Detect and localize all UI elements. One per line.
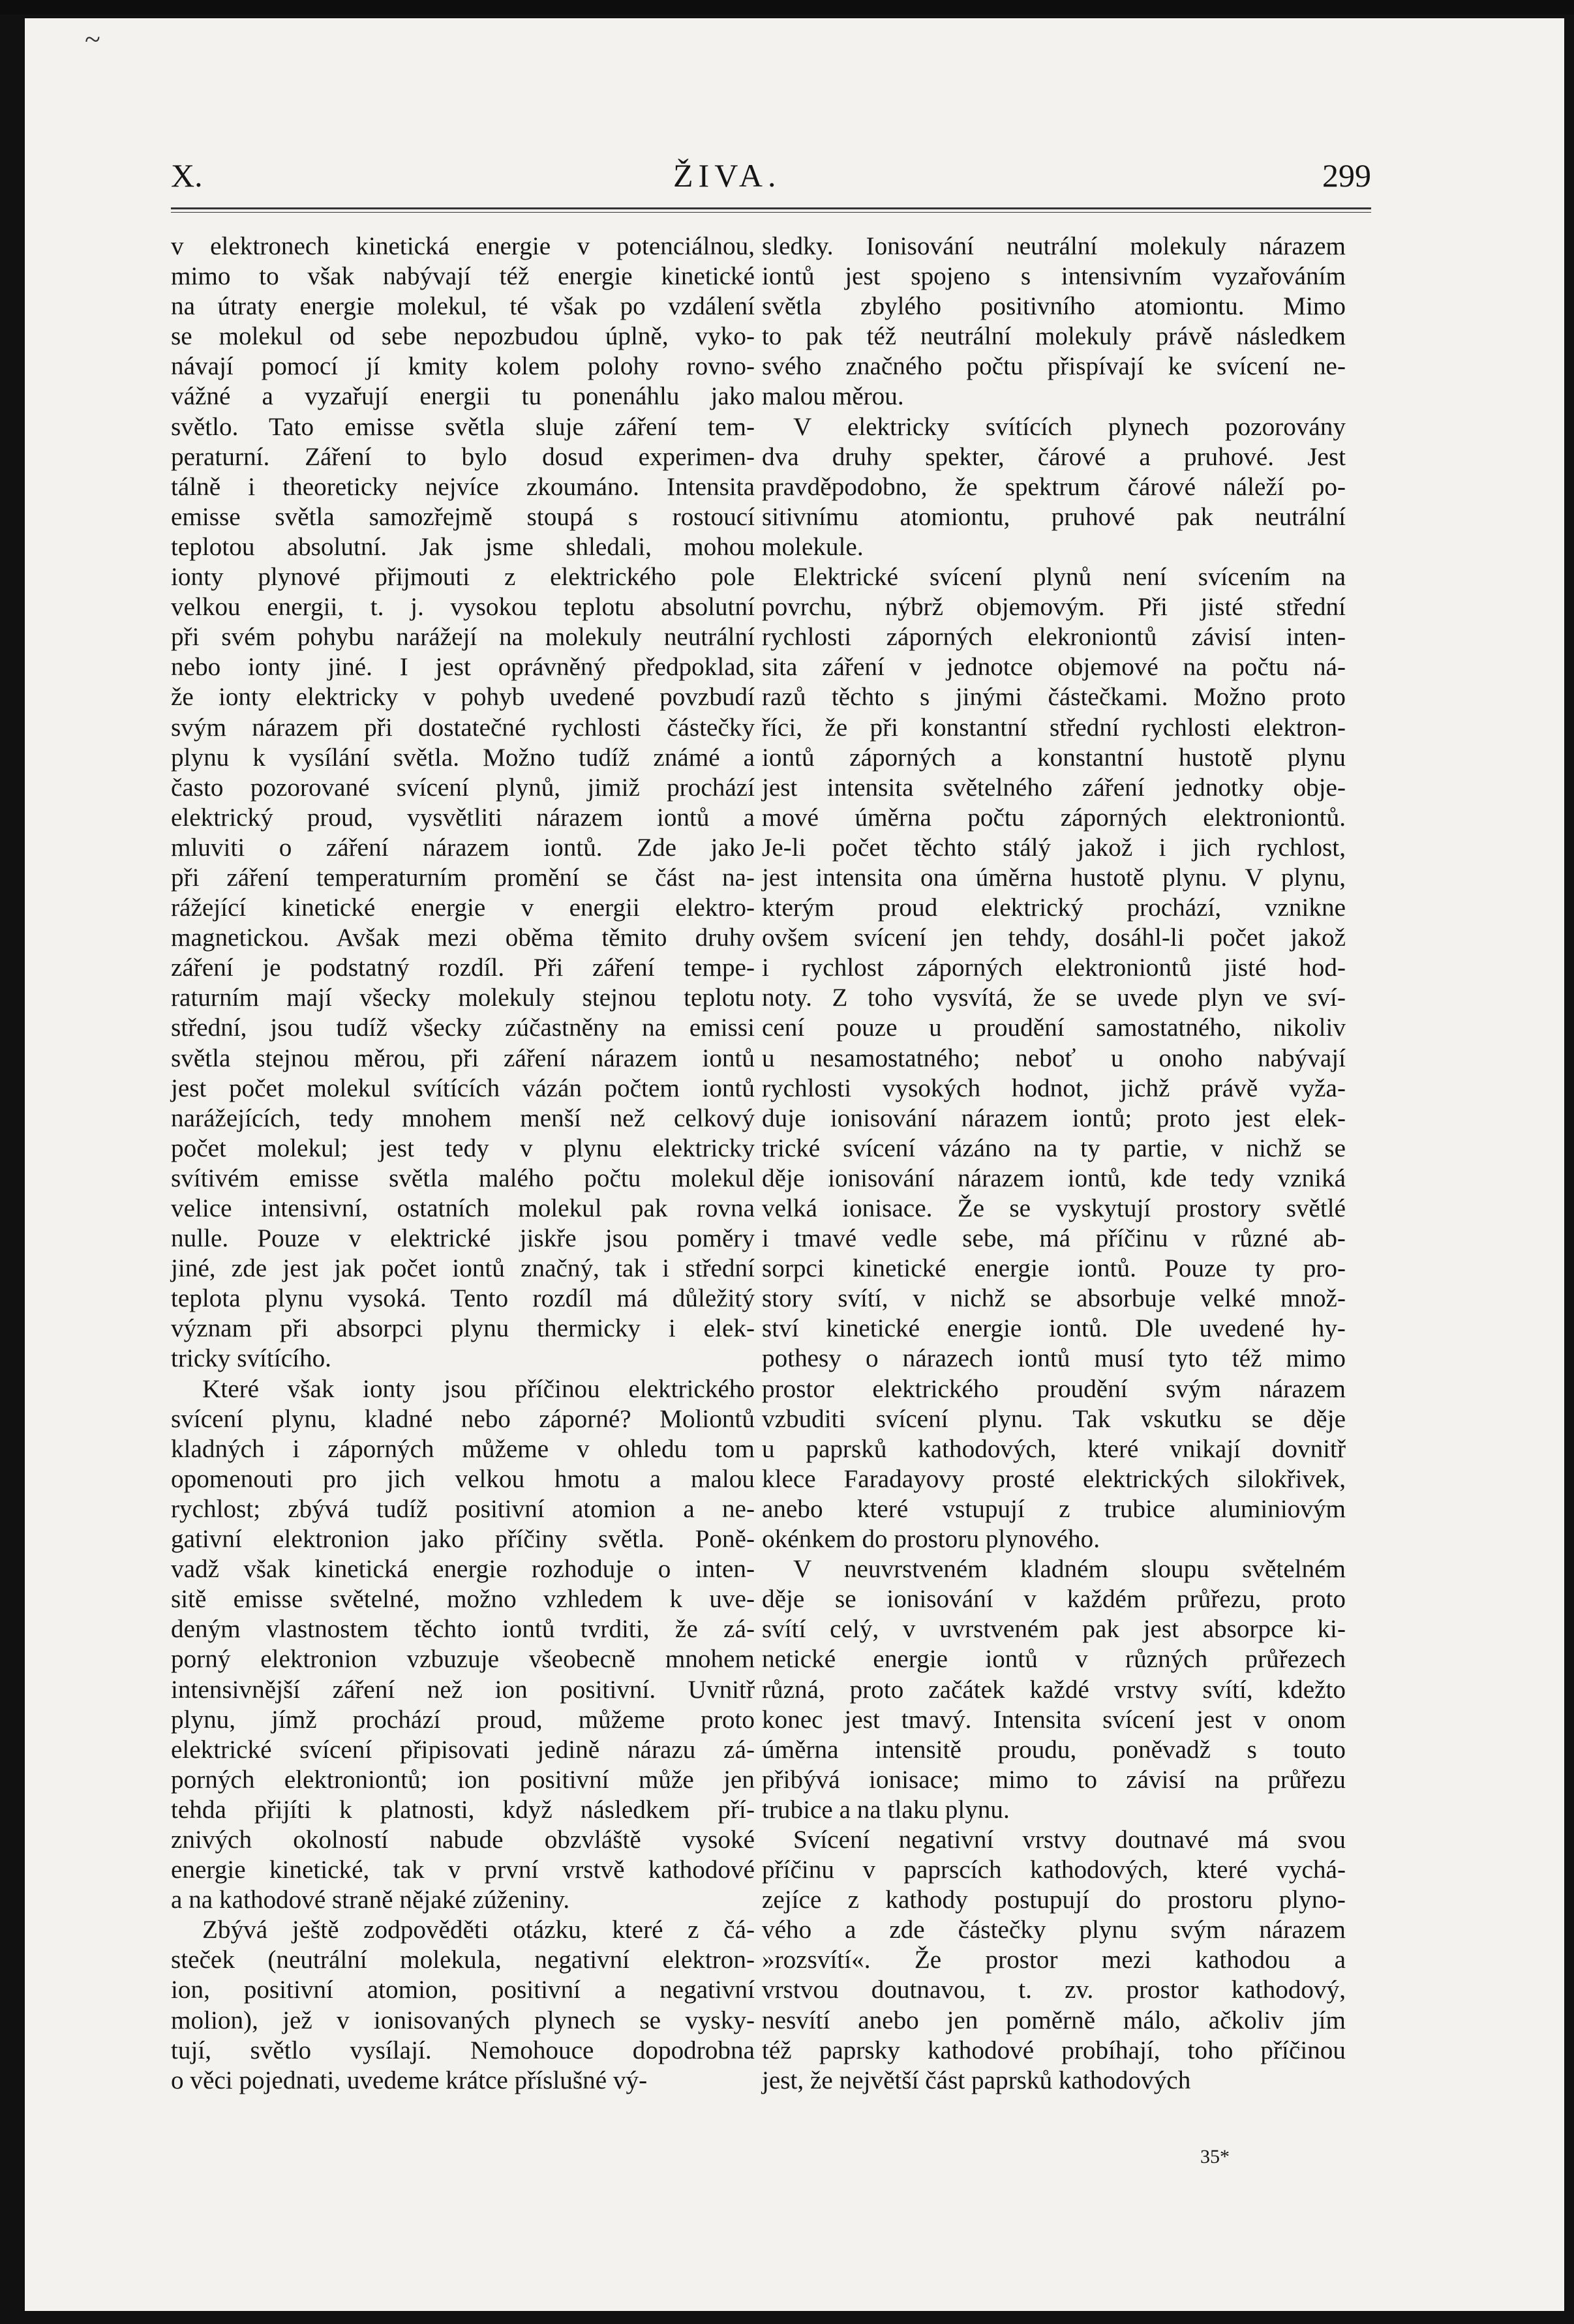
text-line: trické svícení vázáno na ty partie, v nichž se (762, 1134, 1346, 1162)
page-header (171, 157, 1371, 209)
text-line: nulle. Pouze v elektrické jiskře jsou poměry (171, 1224, 755, 1253)
text-line: světlo. Tato emisse světla sluje záření tem- (171, 412, 755, 441)
text-line: iontů záporných a konstantní hustotě plynu (762, 743, 1346, 772)
text-line: nebo ionty jiné. I jest oprávněný předpoklad, (171, 653, 755, 682)
text-line: jest intensita světelného záření jednotky obje- (762, 773, 1346, 802)
text-line: Zbývá ještě zodpověděti otázku, které z čá- (202, 1916, 755, 1944)
text-line: iontů jest spojeno s intensivním vyzařováním (762, 262, 1346, 291)
text-line: pothesy o nárazech iontů musí tyto též mimo (762, 1344, 1346, 1373)
text-line: porných elektroniontů; ion positivní může jen (171, 1765, 755, 1794)
text-line: pravděpodobno, že spektrum čárové náleží po- (762, 472, 1346, 501)
text-line: ovšem svícení jen tehdy, dosáhl-li počet jakož (762, 924, 1346, 952)
text-line: na útraty energie molekul, té však po vzdálení (171, 292, 755, 321)
text-line: děje ionisování nárazem iontů, kde tedy vzniká (762, 1164, 1346, 1192)
text-line: sitě emisse světelné, možno vzhledem k uve- (171, 1585, 755, 1614)
text-line: vzbuditi svícení plynu. Tak vskutku se děje (762, 1404, 1346, 1433)
text-line: razů těchto s jinými částečkami. Možno proto (762, 683, 1346, 712)
text-line: rychlost; zbývá tudíž positivní atomion a ne- (171, 1494, 755, 1523)
text-line: intensivnější záření než ion positivní. Uvnitř (171, 1675, 755, 1704)
text-line: sorpci kinetické energie iontů. Pouze ty pro- (762, 1254, 1346, 1283)
text-line: rychlosti záporných elekroniontů závisí inten- (762, 623, 1346, 652)
text-line: ion, positivní atomion, positivní a negativní (171, 1976, 755, 2004)
text-line: svým nárazem při dostatečné rychlosti částečky (171, 713, 755, 742)
text-line: ionty plynové přijmouti z elektrického pole (171, 563, 755, 592)
text-line: Které však ionty jsou příčinou elektrického (202, 1374, 755, 1403)
text-line: že ionty elektricky v pohyb uvedené povzbudí (171, 683, 755, 712)
text-line: význam při absorpci plynu thermicky i elek- (171, 1314, 755, 1343)
text-line: plynu k vysílání světla. Možno tudíž známé a (171, 743, 755, 772)
text-line: rychlosti vysokých hodnot, jichž právě vyža- (762, 1074, 1346, 1102)
text-line: velice intensivní, ostatních molekul pak rovna (171, 1194, 755, 1222)
text-line: opomenouti pro jich velkou hmotu a malou (171, 1464, 755, 1493)
text-line: raturním mají všecky molekuly stejnou teplotu (171, 984, 755, 1012)
text-line: u nesamostatného; neboť u onoho nabývají (762, 1044, 1346, 1072)
text-line: V elektricky svítících plynech pozorovány (793, 412, 1346, 441)
header-rule-thin (171, 212, 1371, 213)
text-line: noty. Z toho vysvítá, že se uvede plyn ve sví- (762, 984, 1346, 1012)
text-line: i rychlost záporných elektroniontů jisté hod- (762, 954, 1346, 982)
text-line: V neuvrstveném kladném sloupu světelném (793, 1555, 1346, 1584)
text-line: velká ionisace. Že se vyskytují prostory světlé (762, 1194, 1346, 1222)
text-line: prostor elektrického proudění svým nárazem (762, 1374, 1346, 1403)
text-line: nesvítí anebo jen poměrně málo, ačkoliv jím (762, 2006, 1346, 2034)
text-line: úměrna intensitě proudu, poněvadž s touto (762, 1735, 1346, 1764)
text-line: molion), jež v ionisovaných plynech se vysky- (171, 2006, 755, 2034)
text-line: vého a zde částečky plynu svým nárazem (762, 1916, 1346, 1944)
text-line: velkou energii, t. j. vysokou teplotu absolutní (171, 593, 755, 622)
text-line: svého značného počtu přispívají ke svícení ne- (762, 352, 1346, 381)
text-line: gativní elektronion jako příčiny světla. Poně- (171, 1525, 755, 1554)
text-line: sita záření v jednotce objemové na počtu ná- (762, 653, 1346, 682)
text-line: a na kathodové straně nějaké zúženiny. (171, 1886, 570, 1914)
text-line: počet molekul; jest tedy v plynu elektricky (171, 1134, 755, 1162)
text-line: příčinu v paprscích kathodových, které vychá- (762, 1856, 1346, 1884)
text-line: světla zbylého positivního atomiontu. Mimo (762, 292, 1346, 321)
text-line: peraturní. Záření to bylo dosud experimen- (171, 442, 755, 471)
text-line: návají pomocí jí kmity kolem polohy rovno- (171, 352, 755, 381)
signature-mark: 35* (1200, 2146, 1230, 2167)
text-line: teplota plynu vysoká. Tento rozdíl má důležitý (171, 1284, 755, 1313)
text-line: teplotou absolutní. Jak jsme shledali, mohou (171, 532, 755, 561)
text-line: klece Faradayovy prosté elektrických silokřivek, (762, 1464, 1346, 1493)
text-line: Je-li počet těchto stálý jakož i jich rychlost, (762, 833, 1346, 862)
right-column (762, 232, 1346, 2096)
text-line: vadž však kinetická energie rozhoduje o inten- (171, 1555, 755, 1584)
text-line: přibývá ionisace; mimo to závisí na průřezu (762, 1765, 1346, 1794)
text-line: emisse světla samozřejmě stoupá s rostoucí (171, 502, 755, 531)
text-line: »rozsvítí«. Že prostor mezi kathodou a (762, 1946, 1346, 1974)
text-line: Elektrické svícení plynů není svícením na (793, 563, 1346, 592)
text-line: jest, že největší část paprsků kathodových (762, 2066, 1191, 2094)
text-line: při záření temperaturním promění se část na- (171, 863, 755, 892)
text-line: to pak též neutrální molekuly právě následkem (762, 322, 1346, 351)
text-line: svítí celý, v uvrstveném pak jest absorpce ki- (762, 1615, 1346, 1644)
text-line: narážejících, tedy mnohem menší než celkový (171, 1104, 755, 1132)
text-line: o věci pojednati, uvedeme krátce příslušné vý- (171, 2066, 648, 2094)
text-line: při svém pohybu narážejí na molekuly neutrální (171, 623, 755, 652)
left-column (171, 232, 755, 2096)
text-line: cení pouze u proudění samostatného, nikoliv (762, 1014, 1346, 1042)
text-line: záření je podstatný rozdíl. Při záření tempe- (171, 954, 755, 982)
text-line: mimo to však nabývají též energie kinetické (171, 262, 755, 291)
text-line: často pozorované svícení plynů, jimiž prochází (171, 773, 755, 802)
text-line: znivých okolností nabude obzvláště vysoké (171, 1825, 755, 1854)
text-line: se molekul od sebe nepozbudou úplně, vyko- (171, 322, 755, 351)
text-line: svítivém emisse světla malého počtu molekul (171, 1164, 755, 1192)
text-line: malou měrou. (762, 382, 904, 411)
text-line: sledky. Ionisování neutrální molekuly nárazem (762, 232, 1346, 260)
text-line: netické energie iontů v různých průřezech (762, 1645, 1346, 1674)
text-line: jiné, zde jest jak počet iontů značný, tak i střední (171, 1254, 755, 1283)
text-line: střední, jsou tudíž všecky zúčastněny na emissi (171, 1014, 755, 1042)
text-line: kladných i záporných můžeme v ohledu tom (171, 1434, 755, 1463)
text-line: anebo které vstupují z trubice aluminiovým (762, 1494, 1346, 1523)
text-line: okénkem do prostoru plynového. (762, 1525, 1100, 1554)
text-line: povrchu, nýbrž objemovým. Při jisté střední (762, 593, 1346, 622)
text-line: tují, světlo vysílají. Nemohouce dopodrobna (171, 2036, 755, 2064)
text-line: i tmavé vedle sebe, má příčinu v různé ab- (762, 1224, 1346, 1253)
text-line: zejíce z kathody postupují do prostoru plyno- (762, 1886, 1346, 1914)
text-line: v elektronech kinetická energie v potenciálnou, (171, 232, 755, 260)
text-line: mové úměrna počtu záporných elektroniontů. (762, 803, 1346, 832)
volume-number: X. (171, 157, 203, 194)
text-line: vrstvou doutnavou, t. zv. prostor kathodový, (762, 1976, 1346, 2004)
text-line: tricky svítícího. (171, 1344, 331, 1373)
text-line: dva druhy spekter, čárové a pruhové. Jest (762, 442, 1346, 471)
text-line: též paprsky kathodové probíhají, toho příčinou (762, 2036, 1346, 2064)
text-line: ství kinetické energie iontů. Dle uvedené hy- (762, 1314, 1346, 1343)
text-line: trubice a na tlaku plynu. (762, 1795, 1010, 1824)
text-line: Svícení negativní vrstvy doutnavé má svou (793, 1825, 1346, 1854)
edge-mark: ~ (85, 23, 100, 55)
text-line: magnetickou. Avšak mezi oběma těmito druhy (171, 924, 755, 952)
text-line: steček (neutrální molekula, negativní elektron- (171, 1946, 755, 1974)
scan-edge-top (0, 0, 1574, 14)
text-line: elektrický proud, vysvětliti nárazem iontů a (171, 803, 755, 832)
text-line: duje ionisování nárazem iontů; proto jest elek- (762, 1104, 1346, 1132)
text-line: kterým proud elektrický prochází, vznikne (762, 894, 1346, 922)
text-line: energie kinetické, tak v první vrstvě kathodové (171, 1856, 755, 1884)
text-line: rážející kinetické energie v energii elektro- (171, 894, 755, 922)
text-line: porný elektronion vzbuzuje všeobecně mnohem (171, 1645, 755, 1674)
text-line: konec jest tmavý. Intensita svícení jest v onom (762, 1705, 1346, 1734)
text-line: jest počet molekul svítících vázán počtem iontů (171, 1074, 755, 1102)
journal-title: ŽIVA. (673, 157, 781, 194)
text-line: molekule. (762, 532, 864, 561)
text-line: různá, proto začátek každé vrstvy svítí, kdežto (762, 1675, 1346, 1704)
text-line: tehda přijíti k platnosti, když následkem pří- (171, 1795, 755, 1824)
text-line: deným vlastnostem těchto iontů tvrditi, že zá- (171, 1615, 755, 1644)
text-line: sitivnímu atomiontu, pruhové pak neutrální (762, 502, 1346, 531)
text-line: svícení plynu, kladné nebo záporné? Moliontů (171, 1404, 755, 1433)
text-line: elektrické svícení připisovati jedině nárazu zá- (171, 1735, 755, 1764)
text-line: jest intensita ona úměrna hustotě plynu. V plynu, (762, 863, 1346, 892)
text-line: u paprsků kathodových, které vnikají dovnitř (762, 1434, 1346, 1463)
page-number: 299 (1322, 157, 1371, 194)
text-line: story svítí, v nichž se absorbuje velké množ- (762, 1284, 1346, 1313)
header-rule (171, 207, 1371, 209)
text-line: plynu, jímž prochází proud, můžeme proto (171, 1705, 755, 1734)
text-line: děje se ionisování v každém průřezu, proto (762, 1585, 1346, 1614)
text-line: světla stejnou měrou, při záření nárazem iontů (171, 1044, 755, 1072)
text-line: vážné a vyzařují energii tu ponenáhlu jako (171, 382, 755, 411)
text-line: říci, že při konstantní střední rychlosti elektron- (762, 713, 1346, 742)
text-line: mluviti o záření nárazem iontů. Zde jako (171, 833, 755, 862)
text-line: tálně i theoreticky nejvíce zkoumáno. Intensita (171, 472, 755, 501)
